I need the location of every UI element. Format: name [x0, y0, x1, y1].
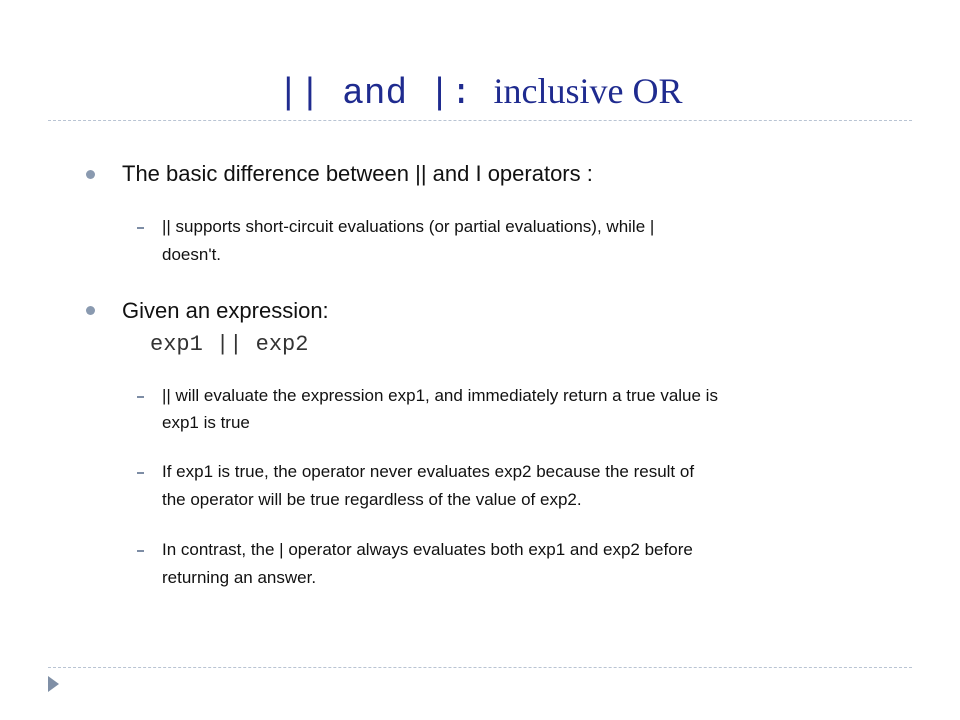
subitem-line: In contrast, the | operator always evaluates both exp1 and exp2 before — [162, 540, 693, 559]
subitem-line: the operator will be true regardless of the value of exp2. — [162, 490, 582, 509]
dash-bullet-icon — [137, 472, 144, 474]
dash-bullet-icon — [137, 396, 144, 398]
subitem-line: doesn't. — [162, 245, 222, 264]
dot-bullet-icon — [86, 306, 95, 315]
triangle-right-icon — [48, 676, 59, 692]
subitem-line: exp1 is true — [162, 413, 250, 432]
code-expression: exp1 || exp2 — [150, 332, 309, 357]
bullet-text: Given an expression: — [122, 298, 329, 323]
subitem-line: || supports short-circuit evaluations (or partial evaluations), while | — [162, 217, 655, 236]
dot-bullet-icon — [86, 170, 95, 179]
subitem-line: returning an answer. — [162, 568, 317, 587]
dash-bullet-icon — [137, 550, 144, 552]
dash-bullet-icon — [137, 227, 144, 229]
subitem-line: || will evaluate the expression exp1, and immediately return a true value is — [162, 386, 718, 405]
subitem-line: If exp1 is true, the operator never evaluates exp2 because the result of — [162, 462, 695, 481]
title-text: inclusive OR — [493, 71, 683, 111]
bullet-text: The basic difference between || and I operators : — [122, 161, 593, 186]
title-operators: || and |: — [277, 73, 494, 114]
bottom-divider — [48, 667, 912, 668]
